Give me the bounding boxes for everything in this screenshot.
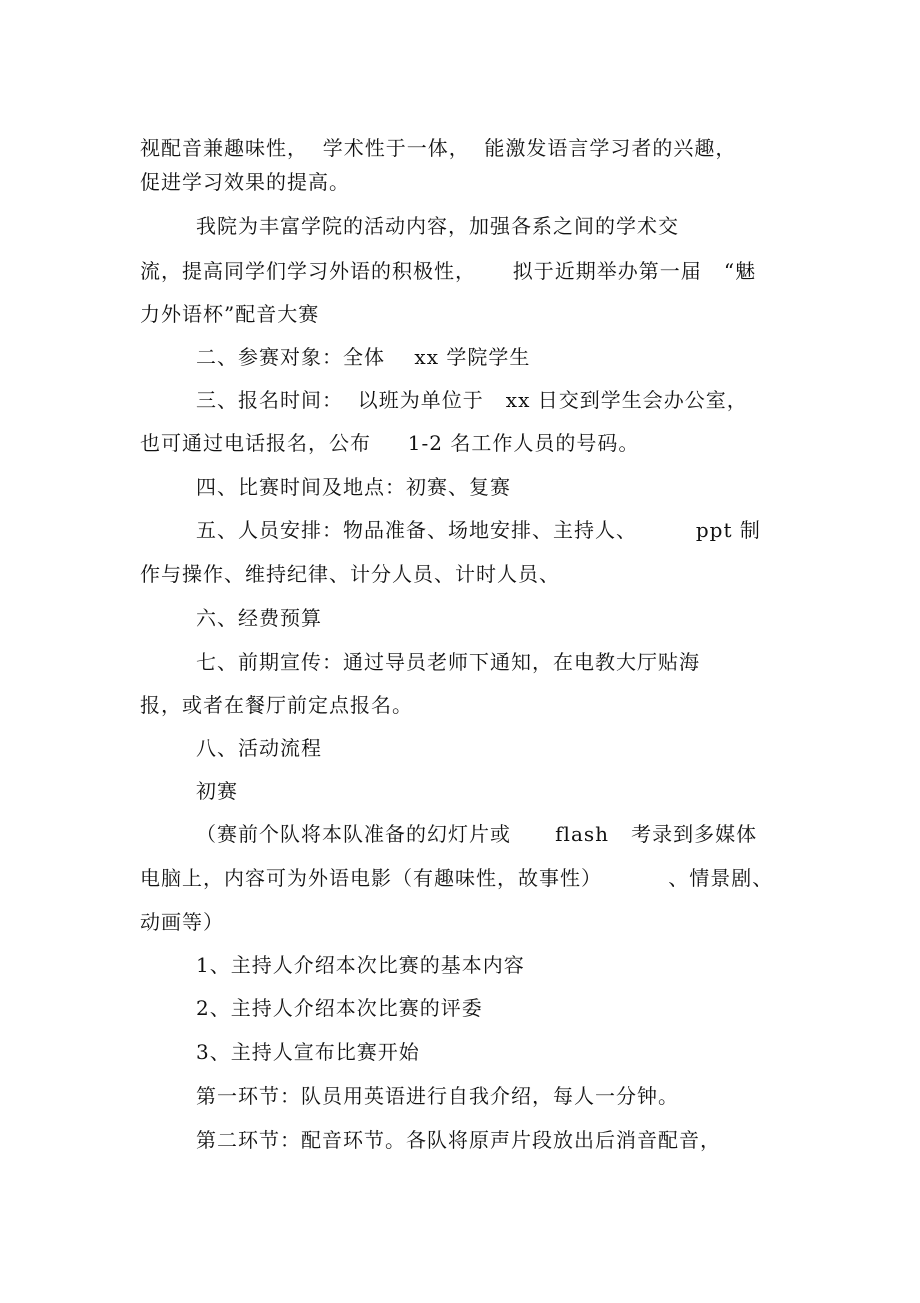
list-item: 2、主持人介绍本次比赛的评委 <box>196 996 483 1020</box>
text-line: 电脑上，内容可为外语电影（有趣味性，故事性） 、情景剧、 <box>140 866 774 890</box>
text-line: 动画等） <box>140 910 224 934</box>
section-heading: 八、活动流程 <box>196 736 322 760</box>
subsection-heading: 初赛 <box>196 779 238 803</box>
list-item: 1、主持人介绍本次比赛的基本内容 <box>196 953 525 977</box>
list-item: 3、主持人宣布比赛开始 <box>196 1040 420 1064</box>
section-heading: 七、前期宣传：通过导员老师下通知，在电教大厅贴海 <box>196 650 700 674</box>
text-line: 第一环节：队员用英语进行自我介绍，每人一分钟。 <box>196 1084 679 1108</box>
section-heading: 四、比赛时间及地点：初赛、复赛 <box>196 475 511 499</box>
text-line: 第二环节：配音环节。各队将原声片段放出后消音配音， <box>196 1128 721 1152</box>
text-line: 作与操作、维持纪律、计分人员、计时人员、 <box>140 562 560 586</box>
text-line: 视配音兼趣味性， 学术性于一体， 能激发语言学习者的兴趣， <box>140 136 737 160</box>
text-line: 我院为丰富学院的活动内容，加强各系之间的学术交 <box>196 214 679 238</box>
section-heading: 六、经费预算 <box>196 606 322 630</box>
section-heading: 二、参赛对象：全体 xx 学院学生 <box>196 345 531 369</box>
text-line: 也可通过电话报名，公布 1-2 名工作人员的号码。 <box>140 431 640 455</box>
text-line: 流，提高同学们学习外语的积极性， 拟于近期举办第一届 “魅 <box>140 259 757 283</box>
section-heading: 三、报名时间： 以班为单位于 xx 日交到学生会办公室， <box>196 388 748 412</box>
text-line: 促进学习效果的提高。 <box>140 170 350 194</box>
text-line: 报，或者在餐厅前定点报名。 <box>140 693 413 717</box>
text-line: 力外语杯”配音大赛 <box>140 302 320 326</box>
text-line: （赛前个队将本队准备的幻灯片或 flash 考录到多媒体 <box>196 822 758 846</box>
section-heading: 五、人员安排：物品准备、场地安排、主持人、 ppt 制 <box>196 518 761 542</box>
